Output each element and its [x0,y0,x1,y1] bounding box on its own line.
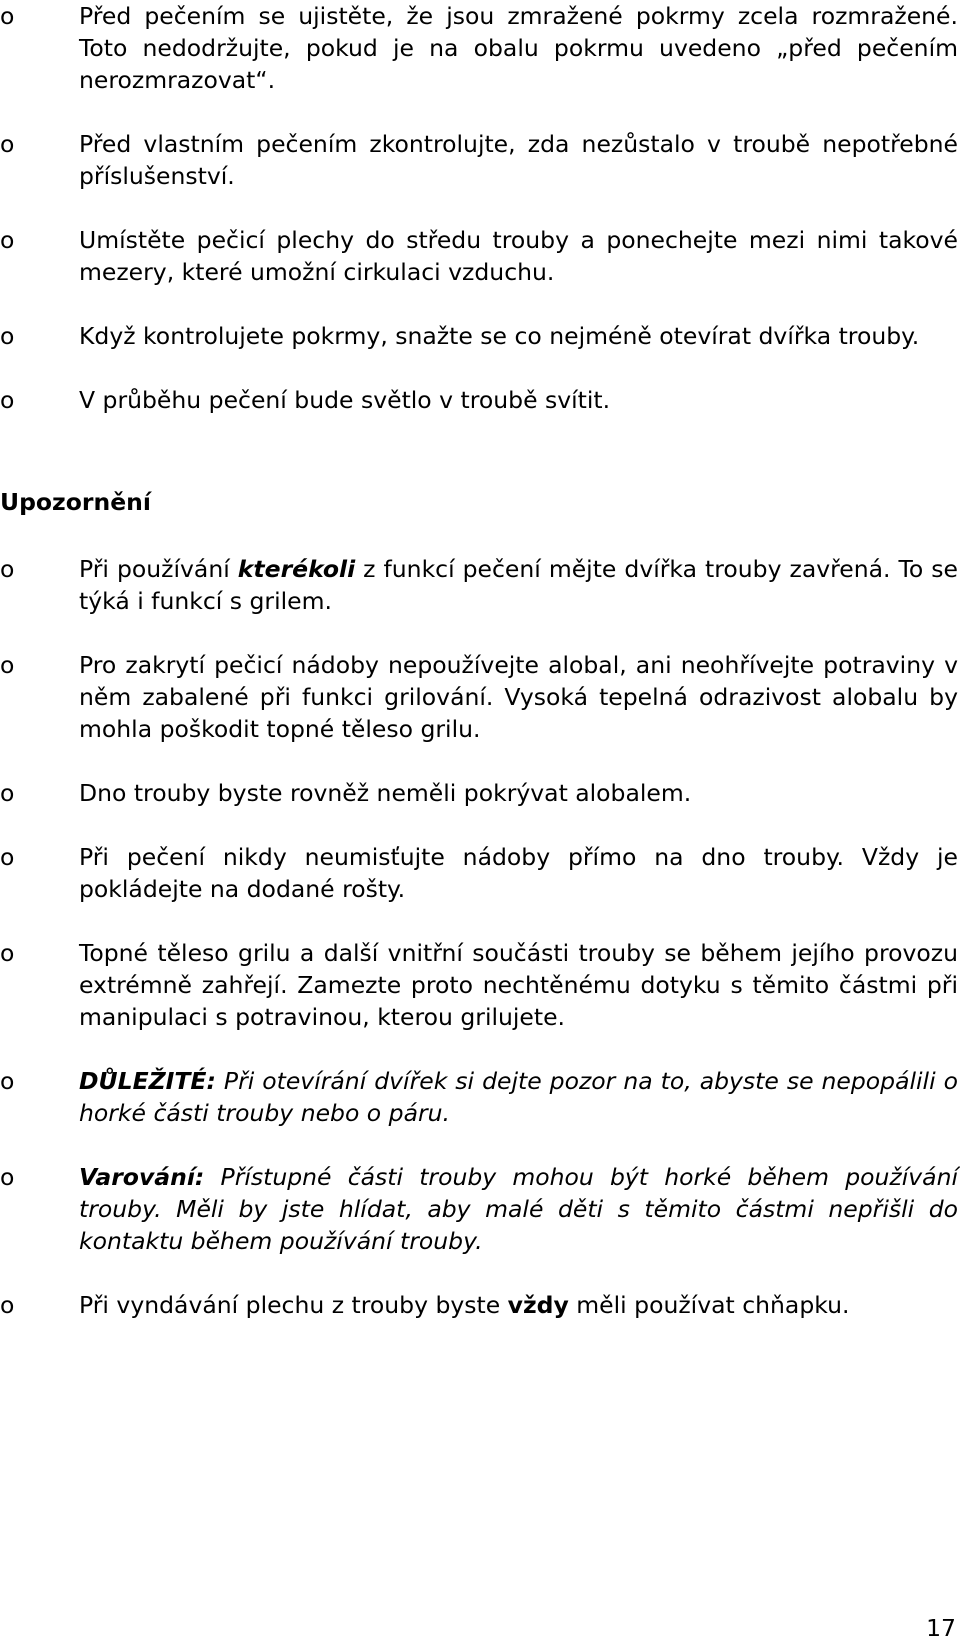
emphasis-text: vždy [507,1291,569,1319]
list-item [0,937,958,1033]
list-item-text-post: z funkcí pečení mějte dvířka trouby zavřená. To se týká i funkcí s grilem. [79,555,958,615]
section-heading: Upozornění [0,488,151,516]
list-item [0,320,958,352]
list-item [0,128,958,192]
list-item [0,1065,958,1129]
list-item-text: Pro zakrytí pečicí nádoby nepoužívejte alobal, ani neohřívejte potraviny v něm zabalené při funkci grilování. Vysoká tepelná odrazivost alobalu by mohla poškodit topné těleso grilu. [79,651,958,743]
page-number: 17 [926,1614,956,1642]
bullet-icon: o [0,939,15,967]
warning-label: Varování: [79,1163,205,1191]
list-item [0,649,958,745]
list-item-text: V průběhu pečení bude světlo v troubě svítit. [79,386,611,414]
list-item [0,841,958,905]
bullet-icon: o [0,1163,15,1191]
list-item-text: Topné těleso grilu a další vnitřní součásti trouby se během jejího provozu extrémně zahřejí. Zamezte proto nechtěnému dotyku s těmito částmi při manipulaci s potravinou, kterou grilujete. [79,939,958,1031]
bullet-icon: o [0,130,15,158]
list-item [0,224,958,288]
list-item-text-pre: Při používání [79,555,238,583]
list-item-text: Před pečením se ujistěte, že jsou zmražené pokrmy zcela rozmražené. Toto nedodržujte, pokud je na obalu pokrmu uvedeno „před pečením nerozmrazovat“. [79,2,958,94]
bullet-icon: o [0,843,15,871]
list-item [0,0,958,96]
bullet-icon: o [0,2,15,30]
important-label: DŮLEŽITÉ: [79,1067,216,1095]
bullet-icon: o [0,1291,15,1319]
warnings-list [0,553,958,1321]
bullet-icon: o [0,779,15,807]
list-item-text-pre: Při vyndávání plechu z trouby byste [79,1291,508,1319]
list-item-text: Dno trouby byste rovněž neměli pokrývat alobalem. [79,779,692,807]
list-item-text-post: měli používat chňapku. [568,1291,850,1319]
bullet-icon: o [0,651,15,679]
list-item-text: Přístupné části trouby mohou být horké během používání trouby. Měli by jste hlídat, aby malé děti s těmito částmi nepřišli do kontaktu během používání trouby. [79,1163,958,1255]
bullet-icon: o [0,1067,15,1095]
preparation-tips-list [0,0,958,416]
list-item-text: Když kontrolujete pokrmy, snažte se co nejméně otevírat dvířka trouby. [79,322,920,350]
list-item-text: Při pečení nikdy neumisťujte nádoby přímo na dno trouby. Vždy je pokládejte na dodané rošty. [79,843,958,903]
bullet-icon: o [0,322,15,350]
list-item-text: Umístěte pečicí plechy do středu trouby a ponechejte mezi nimi takové mezery, které umožní cirkulaci vzduchu. [79,226,958,286]
emphasis-text: kterékoli [237,555,356,583]
bullet-icon: o [0,555,15,583]
list-item [0,553,958,617]
list-item [0,777,958,809]
list-item-text: Před vlastním pečením zkontrolujte, zda nezůstalo v troubě nepotřebné příslušenství. [79,130,958,190]
bullet-icon: o [0,386,15,414]
list-item [0,384,958,416]
list-item [0,1289,958,1321]
list-item-text: Při otevírání dvířek si dejte pozor na to, abyste se nepopálili o horké části trouby nebo o páru. [79,1067,958,1127]
list-item [0,1161,958,1257]
bullet-icon: o [0,226,15,254]
